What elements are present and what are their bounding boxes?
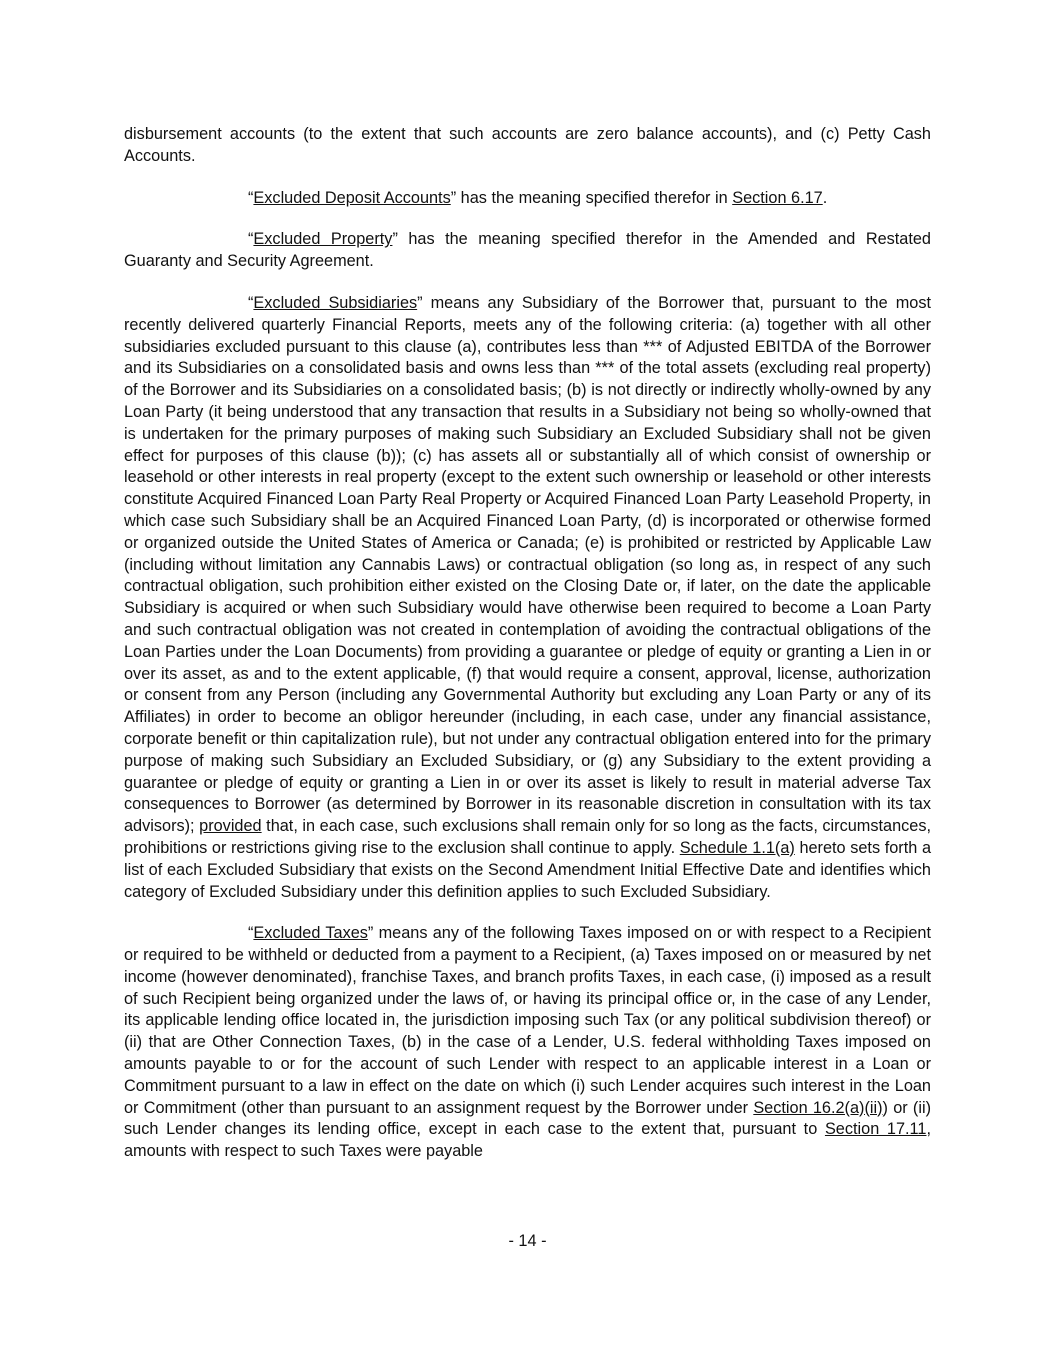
definition-text: means any of the following Taxes imposed on or with respect to a Recipient or required to be withheld or deducted from a payment to a Recipient, (a) Taxes imposed on or measured by net income (however denominated), franchise Taxes, and branch profits Taxes, in each case, (i) imposed as a result of such Recipient being organized under the laws of, or having its principal office or, in the case of any Lender, its applicable lending office located in, the jurisdiction imposing such Tax (or any political subdivision thereof) or (ii) that are Other Connection Taxes, (b) in the case of a Lender, U.S. federal withholding Taxes imposed on amounts payable to or for the account of such Lender with respect to an applicable interest in a Loan or Commitment pursuant to a law in effect on the date on which (i) such Lender acquires such interest in the Loan or Commitment (other than pursuant to an assignment request by the Borrower under (124, 924, 931, 1117)
defined-term: Excluded Subsidiaries (253, 293, 418, 312)
defined-term: Excluded Deposit Accounts (253, 188, 451, 207)
proviso-term: provided (199, 817, 262, 836)
defined-term: Excluded Property (253, 230, 393, 249)
definition-text: has the meaning specified therefor in (456, 188, 733, 207)
definition-text: ) or (ii) such Lender changes its lending office, except in each case to the extent that, pursuant to (124, 1098, 931, 1139)
open-quote: “ (248, 230, 254, 249)
definition-text: has the meaning specified therefor in the Amended and Restated Guaranty and Security Agreement. (124, 230, 931, 271)
definition-excluded-subsidiaries (124, 293, 931, 903)
definition-text: hereto sets forth a list of each Excluded Subsidiary that exists on the Second Amendment Initial Effective Date and identifies which category of Excluded Subsidiary under this definition applies to such Excluded Subsidiary. (124, 838, 931, 901)
close-quote: ” (417, 293, 423, 312)
paragraph-continuation (124, 124, 931, 168)
definition-excluded-property (124, 229, 931, 273)
close-quote: ” (392, 230, 398, 249)
section-reference: Section 16.2(a)(ii) (753, 1098, 883, 1117)
close-quote: ” (450, 188, 457, 207)
definition-text: means any Subsidiary of the Borrower that, pursuant to the most recently delivered quarterly Financial Reports, meets any of the following criteria: (a) together with all other subsidiaries excluded pursuant to this clause (a), contributes less than *** of Adjusted EBITDA of the Borrower and its Subsidiaries on a consolidated basis and owns less than *** of the total assets (excluding real property) of the Borrower and its Subsidiaries on a consolidated basis; (b) is not directly or indirectly wholly-owned by any Loan Party (it being understood that any transaction that results in a Subsidiary not being so wholly-owned that is undertaken for the primary purposes of making such Subsidiary an Excluded Subsidiary shall not be given effect for purposes of this clause (b)); (c) has assets all or substantially all of which consist of ownership or leasehold or other interests in real property (except to the extent such ownership or leasehold or other interests constitute Acquired Financed Loan Party Real Property or Acquired Financed Loan Party Leasehold Property, in which case such Subsidiary shall be an Acquired Financed Loan Party, (d) is incorporated or otherwise formed or organized outside the United States of America or Canada; (e) is prohibited or restricted by Applicable Law (including without limitation any Cannabis Laws) or contractual obligation (so long as, in respect of any such contractual obligation, such prohibition either existed on the Closing Date or, if later, on the date the applicable Subsidiary is acquired or when such Subsidiary would have otherwise been required to become a Loan Party and such contractual obligation was not created in contemplation of avoiding the contractual obligations of the Loan Parties under the Loan Documents) from providing a guarantee or pledge of equity or granting a Lien in or over its asset, as and to the extent applicable, (f) that would require a consent, approval, license, authorization or consent from any Person (including any Governmental Authority but excluding any Loan Party or any of its Affiliates) in order to become an obligor hereunder (including, in each case, under any financial assistance, corporate benefit or thin capitalization rule), but not under any contractual obligation entered into for the primary purpose of making such Subsidiary an Excluded Subsidiary, or (g) any Subsidiary to the extent providing a guarantee or pledge of equity or granting a Lien in or over its asset is likely to result in material adverse Tax consequences to Borrower (as determined by Borrower in its reasonable discretion in consultation with its tax advisors); (124, 293, 931, 836)
open-quote: “ (248, 188, 254, 207)
page-number: - 14 - (508, 1232, 547, 1250)
open-quote: “ (248, 924, 254, 943)
definition-excluded-deposit-accounts (124, 188, 931, 210)
definition-excluded-taxes (124, 923, 931, 1163)
defined-term: Excluded Taxes (253, 924, 368, 943)
open-quote: “ (248, 293, 254, 312)
schedule-reference: Schedule 1.1(a) (679, 838, 795, 857)
document-page (124, 124, 931, 1183)
close-quote: ” (367, 924, 374, 943)
definition-text: , amounts with respect to such Taxes were payable (124, 1120, 931, 1161)
paragraph-text: disbursement accounts (to the extent that such accounts are zero balance accounts), and (c) Petty Cash Accounts. (124, 125, 931, 165)
definition-text: . (822, 188, 828, 207)
section-reference: Section 6.17 (732, 188, 823, 207)
definition-text: that, in each case, such exclusions shall remain only for so long as the facts, circumstances, prohibitions or restrictions giving rise to the exclusion shall continue to apply. (124, 817, 931, 857)
section-reference: Section 17.11 (824, 1120, 927, 1139)
